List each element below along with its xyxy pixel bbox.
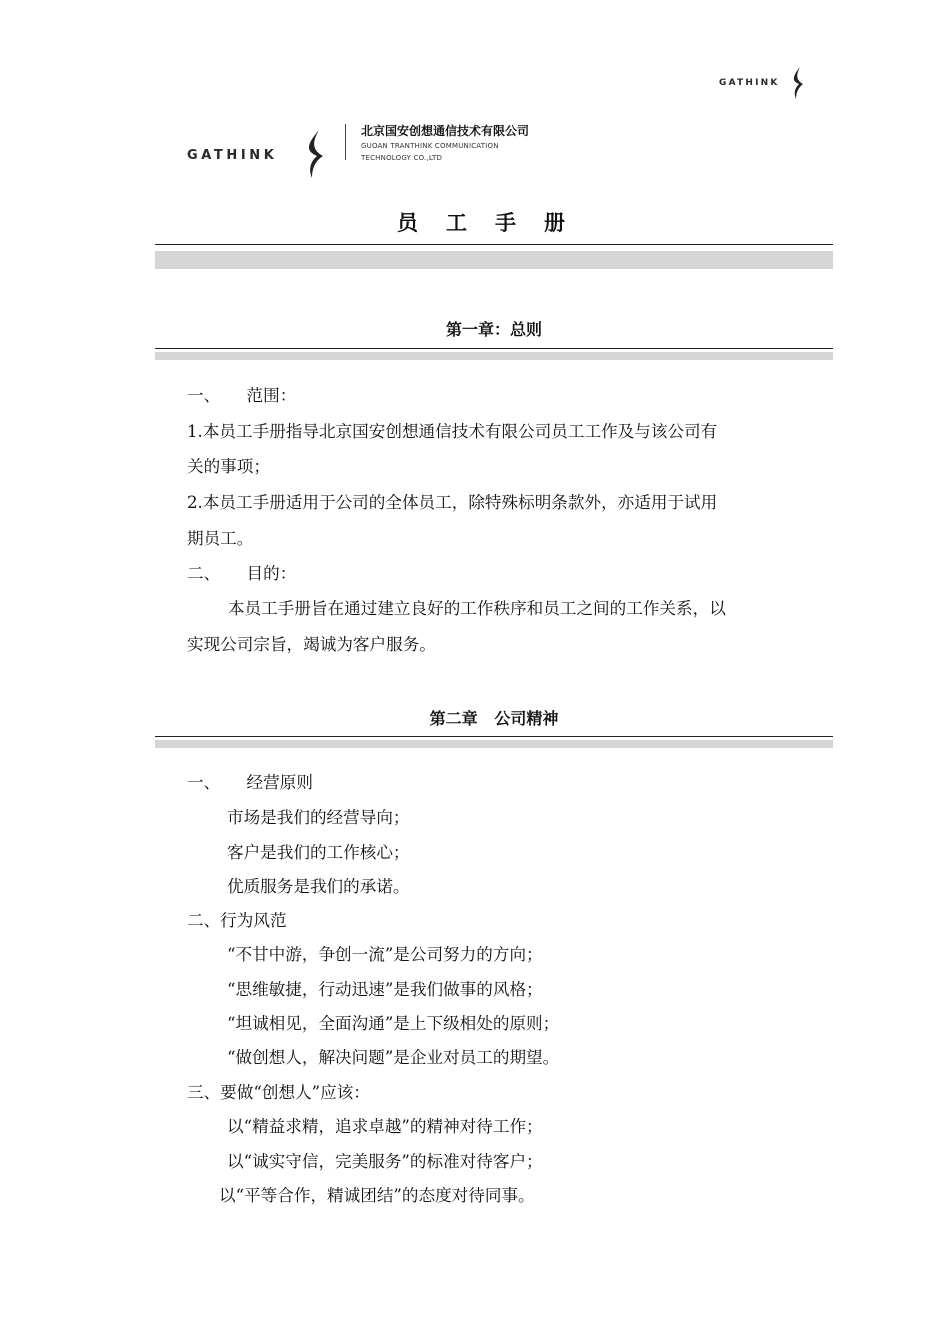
company-name-en <box>361 140 499 164</box>
chapter2-conduct-item: “不甘中游，争创一流”是公司努力的方向； <box>227 945 543 964</box>
chapter2-creator-title: 三、要做“创想人”应该： <box>187 1083 370 1102</box>
chapter2-rule <box>155 736 833 737</box>
title-band <box>155 251 833 269</box>
chapter2-conduct-item: “思维敏捷，行动迅速”是我们做事的风格； <box>227 980 543 999</box>
chapter1-section2-text-line1: 本员工手册旨在通过建立良好的工作秩序和员工之间的工作关系，以 <box>228 599 726 618</box>
header-brand-word: GATHINK <box>719 78 780 88</box>
chapter2-conduct-item: “坦诚相见，全面沟通”是上下级相处的原则； <box>227 1014 560 1033</box>
chapter2-creator-item: 以“精益求精，追求卓越”的精神对待工作； <box>227 1117 543 1136</box>
chapter1-item1-line2: 关的事项； <box>187 457 270 476</box>
chapter2-creator-item: 以“诚实守信，完美服务”的标准对待客户； <box>227 1152 543 1171</box>
company-name-en-line1: GUOAN TRANTHINK COMMUNICATION <box>361 142 499 150</box>
gathink-swoosh-logo-icon <box>790 67 804 99</box>
chapter2-heading: 第二章 公司精神 <box>429 709 559 728</box>
chapter1-section1-title: 一、 范围： <box>187 386 297 405</box>
chapter1-section2-text-line2: 实现公司宗旨，竭诚为客户服务。 <box>187 635 436 654</box>
gathink-swoosh-logo-icon <box>303 130 325 178</box>
chapter1-item2-line2: 期员工。 <box>187 529 254 548</box>
chapter2-principle-item: 市场是我们的经营导向； <box>227 808 410 827</box>
chapter1-heading: 第一章：总则 <box>445 320 542 339</box>
logo-brand-word: GATHINK <box>187 148 278 163</box>
company-name-cn: 北京国安创想通信技术有限公司 <box>361 124 530 138</box>
chapter2-creator-item: 以“平等合作，精诚团结”的态度对待同事。 <box>219 1186 535 1205</box>
logo-separator <box>345 124 346 160</box>
chapter2-band <box>155 740 833 748</box>
chapter1-rule <box>155 348 833 349</box>
chapter2-principle-item: 优质服务是我们的承诺。 <box>227 877 410 896</box>
chapter2-principle-item: 客户是我们的工作核心； <box>227 843 410 862</box>
chapter1-section2-title: 二、 目的： <box>187 564 297 583</box>
chapter2-conduct-title: 二、行为风范 <box>187 911 287 930</box>
chapter1-band <box>155 352 833 360</box>
chapter1-item2-line1: 2.本员工手册适用于公司的全体员工，除特殊标明条款外，亦适用于试用 <box>187 493 718 512</box>
chapter2-principles-title: 一、 经营原则 <box>187 773 313 792</box>
company-name-en-line2: TECHNOLOGY CO.,LTD <box>361 154 443 162</box>
chapter2-conduct-item: “做创想人，解决问题”是企业对员工的期望。 <box>227 1048 560 1067</box>
document-title: 员工手册 <box>397 211 593 235</box>
chapter1-item1-line1: 1.本员工手册指导北京国安创想通信技术有限公司员工工作及与该公司有 <box>187 422 718 441</box>
title-rule <box>155 244 833 245</box>
